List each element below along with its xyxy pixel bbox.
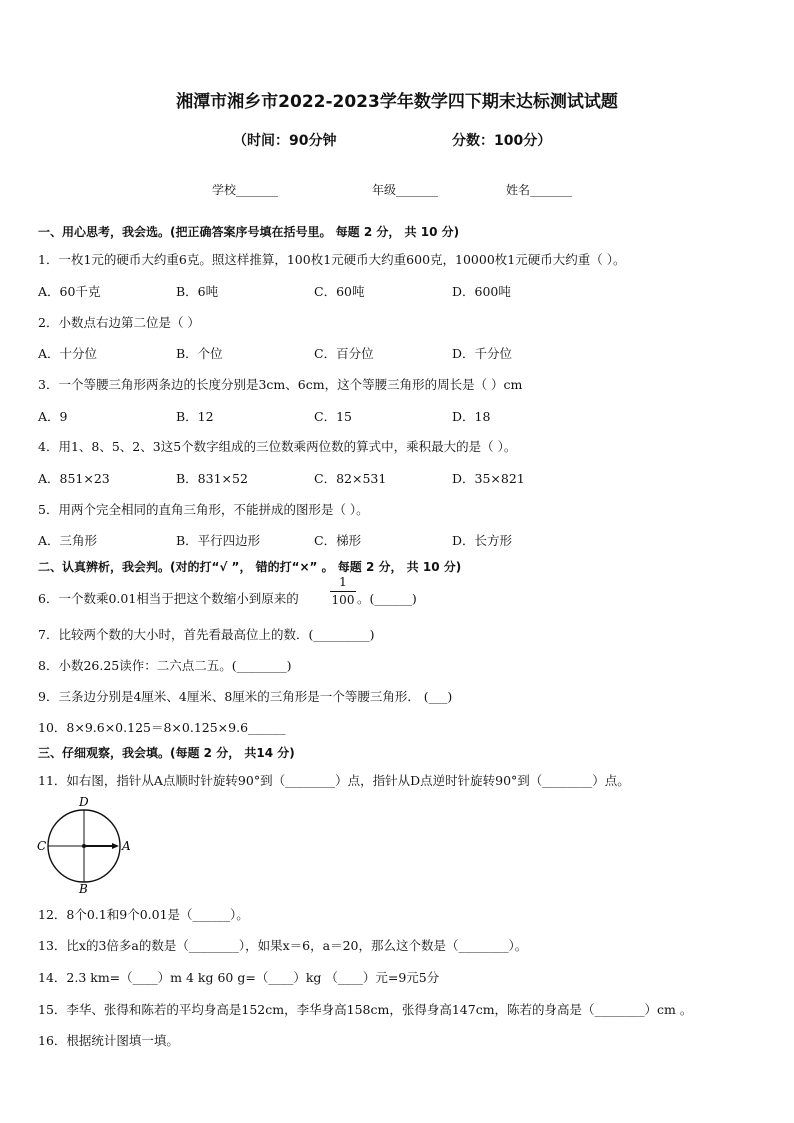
- q3-option-c: C．15: [314, 409, 352, 424]
- q5-option-a: A．三角形: [38, 533, 98, 548]
- fraction-denominator: 100: [331, 593, 355, 607]
- question-3: 3．一个等腰三角形两条边的长度分别是3cm、6cm，这个等腰三角形的周长是（ ）cm: [38, 377, 523, 392]
- section-3-heading: 三、仔细观察，我会填。(每题 2 分， 共14 分): [38, 746, 295, 760]
- q3-option-d: D．18: [452, 409, 491, 424]
- question-7: 7．比较两个数的大小时，首先看最高位上的数．(_________): [38, 627, 375, 642]
- question-11: 11．如右图，指针从A点顺时针旋转90°到（________）点，指针从D点逆时针旋转90°到（________）点。: [38, 773, 630, 788]
- label-a: A: [122, 839, 131, 853]
- q2-option-a: A．十分位: [38, 346, 98, 361]
- exam-score: 分数：100分）: [452, 133, 552, 149]
- page-title: 湘潭市湘乡市2022-2023学年数学四下期末达标测试试题: [176, 92, 618, 112]
- question-5: 5．用两个完全相同的直角三角形，不能拼成的图形是（ ）。: [38, 502, 369, 517]
- q1-option-b: B．6吨: [176, 284, 219, 299]
- question-2: 2．小数点右边第二位是（ ）: [38, 315, 200, 330]
- question-13: 13．比x的3倍多a的数是（________），如果x＝6，a＝20，那么这个数是（________）。: [38, 938, 528, 953]
- section-1-heading: 一、用心思考，我会选。(把正确答案序号填在括号里。 每题 2 分， 共 10 分): [38, 225, 460, 239]
- q4-option-b: B．831×52: [176, 471, 248, 486]
- pointer-arrowhead: [112, 843, 119, 849]
- exam-time: （时间：90分钟: [233, 133, 337, 149]
- q5-option-c: C．梯形: [314, 533, 362, 548]
- clock-dial-figure: [33, 794, 143, 894]
- question-4: 4．用1、8、5、2、3这5个数字组成的三位数乘两位数的算式中，乘积最大的是（ ）。: [38, 439, 517, 454]
- q5-option-d: D．长方形: [452, 533, 513, 548]
- name-field: 姓名_______: [506, 183, 573, 197]
- q4-option-a: A．851×23: [38, 471, 110, 486]
- q4-option-c: C．82×531: [314, 471, 387, 486]
- question-14: 14．2.3 km=（____）m 4 kg 60 g=（____）kg （____）元=9元5分: [38, 970, 440, 985]
- label-d: D: [79, 795, 89, 809]
- q1-option-c: C．60吨: [314, 284, 365, 299]
- question-6-answer: 。(______): [357, 591, 417, 606]
- q3-option-b: B．12: [176, 409, 214, 424]
- fraction-bar: [330, 591, 356, 592]
- section-2-heading: 二、认真辨析，我会判。(对的打“√ ”， 错的打“×” 。 每题 2 分， 共 10 分): [38, 560, 462, 574]
- fraction-one-hundredth: [330, 575, 356, 608]
- grade-field: 年级_______: [372, 183, 439, 197]
- q2-option-b: B．个位: [176, 346, 223, 361]
- question-9: 9．三条边分别是4厘米、4厘米、8厘米的三角形是一个等腰三角形． (___): [38, 689, 453, 704]
- q1-option-d: D．600吨: [452, 284, 511, 299]
- question-15: 15．李华、张得和陈若的平均身高是152cm，李华身高158cm，张得身高147cm，陈若的身高是（________）cm 。: [38, 1002, 693, 1017]
- question-8: 8．小数26.25读作：二六点二五。(________): [38, 658, 292, 673]
- q3-option-a: A．9: [38, 409, 68, 424]
- circle-diagram: [33, 794, 143, 894]
- fraction-numerator: 1: [339, 575, 347, 589]
- q2-option-d: D．千分位: [452, 346, 513, 361]
- q4-option-d: D．35×821: [452, 471, 525, 486]
- question-6: [38, 589, 299, 607]
- question-12: 12．8个0.1和9个0.01是（______）。: [38, 907, 249, 922]
- school-field: 学校_______: [212, 183, 279, 197]
- question-10: 10．8×9.6×0.125＝8×0.125×9.6______: [38, 720, 286, 735]
- label-b: B: [79, 882, 88, 894]
- q1-option-a: A．60千克: [38, 284, 101, 299]
- question-6-text: 6．一个数乘0.01相当于把这个数缩小到原来的: [38, 591, 299, 606]
- question-16: 16．根据统计图填一填。: [38, 1033, 179, 1048]
- q2-option-c: C．百分位: [314, 346, 374, 361]
- center-dot: [82, 844, 86, 848]
- question-1: 1．一枚1元的硬币大约重6克。照这样推算，100枚1元硬币大约重600克，10000枚1元硬币大约重（ ）。: [38, 252, 626, 267]
- q5-option-b: B．平行四边形: [176, 533, 261, 548]
- label-c: C: [37, 839, 47, 853]
